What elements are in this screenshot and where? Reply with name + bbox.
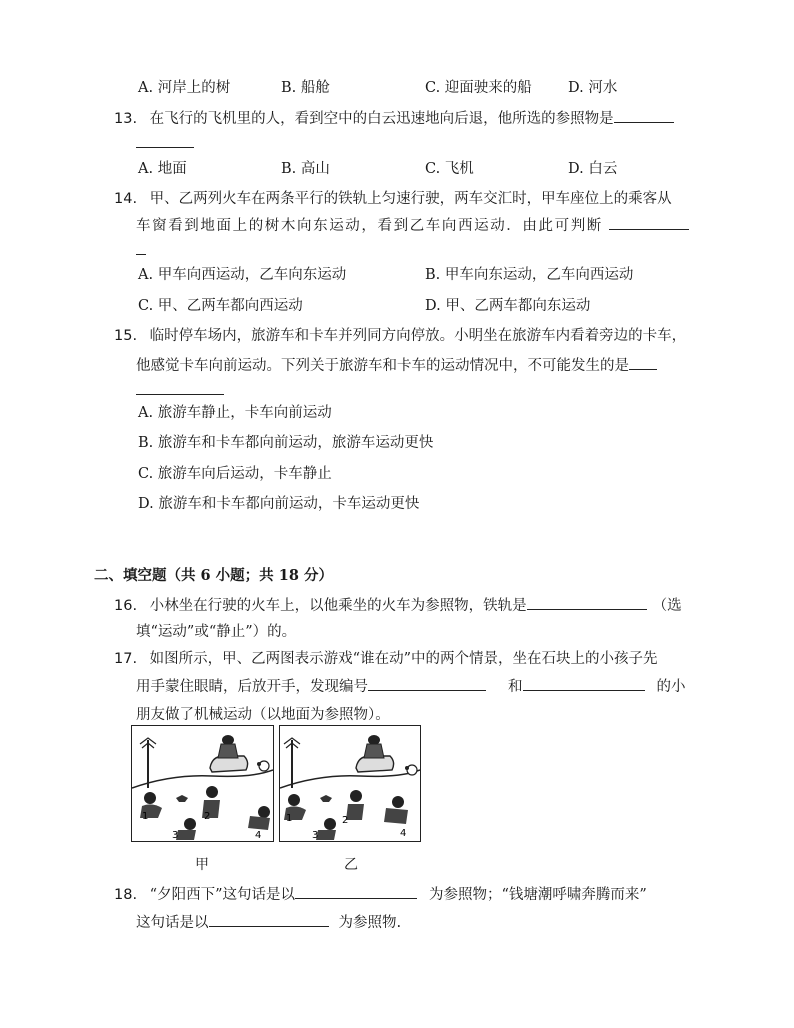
q16-text-line1b: （选 <box>652 598 682 614</box>
q15-blank-continuation <box>136 380 224 399</box>
q13-text: 在飞行的飞机里的人，看到空中的白云迅速地向后退，他所选的参照物是 <box>149 111 614 127</box>
q18-answer-blank-2[interactable] <box>209 912 329 927</box>
q16-text-line1a: 小林坐在行驶的火车上，以他乘坐的火车为参照物，铁轨是 <box>149 598 527 614</box>
q15-text-line1: 临时停车场内，旅游车和卡车并列同方向停放。小明坐在旅游车内看着旁边的卡车， <box>149 328 687 344</box>
q13-answer-blank[interactable] <box>614 108 674 123</box>
q14-option-c: C. 甲、乙两车都向西运动 <box>138 298 303 314</box>
figure-jia-num-4: 4 <box>255 830 262 841</box>
figure-jia <box>131 725 274 842</box>
q14-answer-blank-2[interactable] <box>136 240 146 255</box>
q17-text-line2a: 用手蒙住眼睛，后放开手，发现编号 <box>136 679 368 695</box>
q14-answer-blank[interactable] <box>609 215 689 230</box>
section-2-heading: 二、填空题（共 6 小题；共 18 分） <box>94 567 333 584</box>
figure-jia-num-1: 1 <box>142 811 149 822</box>
q13-answer-blank-2[interactable] <box>136 133 194 148</box>
figure-yi-num-3: 3 <box>312 830 319 841</box>
q14-question-line1 <box>114 187 672 208</box>
q14-text-line1: 甲、乙两列火车在两条平行的铁轨上匀速行驶，两车交汇时，甲车座位上的乘客从 <box>149 191 672 207</box>
q17-text-line2c: 的小 <box>656 679 686 695</box>
q18-text-line2a: 这句话是以 <box>136 915 209 931</box>
q15-question-line1 <box>114 324 686 345</box>
q12-option-b: B. 船舱 <box>281 80 330 96</box>
q15-option-c: C. 旅游车向后运动，卡车静止 <box>138 466 332 482</box>
q18-question-line1 <box>114 883 647 904</box>
q17-question-line1 <box>114 647 658 668</box>
q13-option-c: C. 飞机 <box>425 161 474 177</box>
q16-answer-blank[interactable] <box>527 595 647 610</box>
q18-number: 18. <box>114 887 138 903</box>
q17-answer-blank-2[interactable] <box>523 676 645 691</box>
q18-answer-blank-1[interactable] <box>295 884 417 899</box>
q13-option-a: A. 地面 <box>138 161 187 177</box>
q15-question-line2 <box>136 354 657 375</box>
q18-text-line1b: 为参照物；“钱塘潮呼啸奔腾而来” <box>429 887 647 903</box>
q15-option-b: B. 旅游车和卡车都向前运动，旅游车运动更快 <box>138 435 434 451</box>
q14-number: 14. <box>114 191 138 207</box>
q13-number: 13. <box>114 111 138 127</box>
q15-number: 15. <box>114 328 138 344</box>
q13-question <box>114 107 674 128</box>
figure-jia-num-2: 2 <box>204 811 211 822</box>
q14-option-a: A. 甲车向西运动，乙车向东运动 <box>138 267 347 283</box>
figure-yi-num-4: 4 <box>400 828 407 839</box>
q12-option-c: C. 迎面驶来的船 <box>425 80 532 96</box>
q15-option-d: D. 旅游车和卡车都向前运动，卡车运动更快 <box>138 496 420 512</box>
q18-question-line2 <box>136 911 401 932</box>
q14-question-line2 <box>136 214 689 235</box>
q14-text-line2: 车窗看到地面上的树木向东运动，看到乙车向西运动．由此可判断 <box>136 218 603 234</box>
q18-text-line1a: “夕阳西下”这句话是以 <box>149 887 295 903</box>
q17-text-line1: 如图所示，甲、乙两图表示游戏“谁在动”中的两个情景，坐在石块上的小孩子先 <box>149 651 658 667</box>
q15-answer-blank[interactable] <box>629 355 657 370</box>
q17-text-line3: 朋友做了机械运动（以地面为参照物）。 <box>136 707 390 723</box>
q14-blank-continuation <box>136 240 146 259</box>
figure-yi <box>279 725 421 842</box>
q15-answer-blank-2[interactable] <box>136 380 224 395</box>
q17-answer-blank-1[interactable] <box>368 676 486 691</box>
figure-yi-num-1: 1 <box>286 813 293 824</box>
q15-option-a: A. 旅游车静止，卡车向前运动 <box>138 405 332 421</box>
q16-number: 16. <box>114 598 138 614</box>
q12-option-a: A. 河岸上的树 <box>138 80 231 96</box>
q16-text-line2: 填“运动”或“静止”）的。 <box>136 624 297 640</box>
figure-jia-num-3: 3 <box>172 830 179 841</box>
q17-number: 17. <box>114 651 138 667</box>
q13-option-b: B. 高山 <box>281 161 330 177</box>
figure-yi-num-2: 2 <box>342 815 349 826</box>
q12-option-d: D. 河水 <box>568 80 618 96</box>
q17-question-line2 <box>136 675 686 696</box>
q18-text-line2b: 为参照物. <box>338 915 402 931</box>
q14-option-d: D. 甲、乙两车都向东运动 <box>425 298 591 314</box>
q17-text-line2b: 和 <box>508 679 523 695</box>
q13-blank-continuation <box>136 133 194 152</box>
q13-option-d: D. 白云 <box>568 161 618 177</box>
q15-text-line2: 他感觉卡车向前运动。下列关于旅游车和卡车的运动情况中，不可能发生的是 <box>136 358 629 374</box>
q14-option-b: B. 甲车向东运动，乙车向西运动 <box>425 267 634 283</box>
figure-caption-jia: 甲 <box>195 857 209 873</box>
figure-jia-drawing <box>132 726 273 841</box>
figure-yi-drawing <box>280 726 420 841</box>
q16-question-line1 <box>114 594 682 615</box>
figure-caption-yi: 乙 <box>344 857 358 873</box>
